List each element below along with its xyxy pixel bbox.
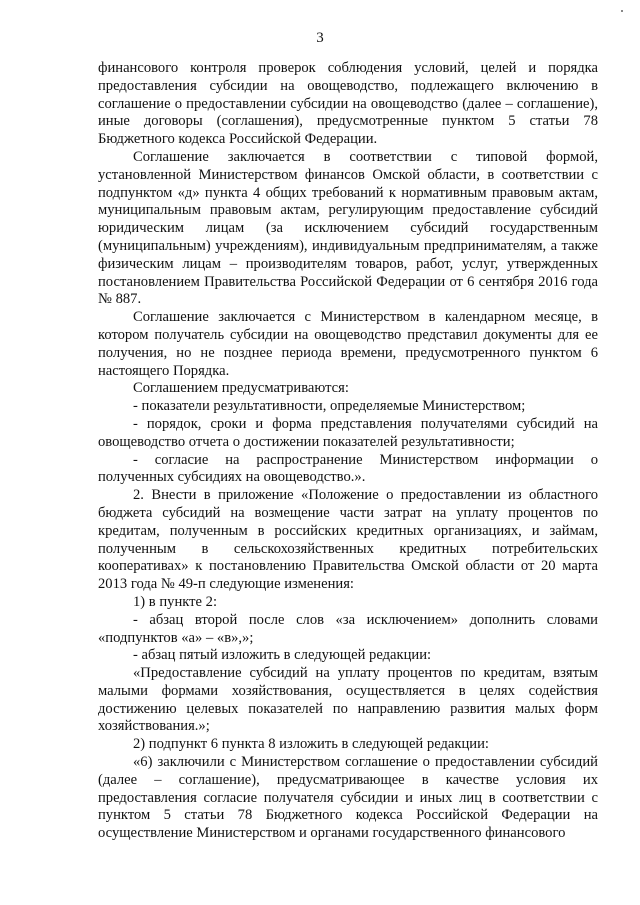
scan-speck: [621, 10, 623, 12]
paragraph: 2. Внести в приложение «Положение о предоставлении из областного бюджета субсидий на возмещение части затрат на уплату процентов по кредитам, полученным в российских кредитных организациях, и займам, полученным в сельскохозяйственных кредитных потребительских кооперативах» к постановлению Правительства Омской области от 20 марта 2013 года № 49-п следующие изменения:: [98, 487, 598, 593]
paragraph: финансового контроля проверок соблюдения условий, целей и порядка предоставления субсидии на овощеводство, подлежащего включению в соглашение о предоставлении субсидии на овощеводство (далее – соглашение), иные договоры (соглашения), предусмотренные пунктом 5 статьи 78 Бюджетного кодекса Российской Федерации.: [98, 60, 598, 148]
paragraph: Соглашение заключается с Министерством в календарном месяце, в котором получатель субсидии на овощеводство представил документы для ее получения, но не позднее периода времени, предусмотренного пунктом 6 настоящего Порядка.: [98, 309, 598, 379]
paragraph: Соглашение заключается в соответствии с типовой формой, установленной Министерством финансов Омской области, в соответствии с подпунктом «д» пункта 4 общих требований к нормативным правовым актам, муниципальным правовым актам, регулирующим предоставление субсидий юридическим лицам (за исключением субсидий государственным (муниципальным) учреждениям), индивидуальным предпринимателям, а также физическим лицам – производителям товаров, работ, услуг, утвержденных постановлением Правительства Российской Федерации от 6 сентября 2016 года № 887.: [98, 148, 598, 308]
paragraph: - порядок, сроки и форма представления получателями субсидий на овощеводство отчета о достижении показателей результативности;: [98, 415, 598, 450]
paragraph: Соглашением предусматриваются:: [133, 380, 349, 397]
paragraph: «Предоставление субсидий на уплату процентов по кредитам, взятым малыми формами хозяйствования, осуществляется в целях содействия достижению целевых показателей по направлению развития малых форм хозяйствования.»;: [98, 665, 598, 735]
paragraph: 1) в пункте 2:: [133, 593, 218, 610]
paragraph: - абзац пятый изложить в следующей редакции:: [133, 647, 432, 664]
paragraph: 2) подпункт 6 пункта 8 изложить в следующей редакции:: [133, 736, 489, 753]
document-body: [98, 60, 598, 843]
paragraph: «6) заключили с Министерством соглашение о предоставлении субсидий (далее – соглашение), предусматривающее в качестве условия их предоставления согласие получателя субсидии и иных лиц в соответствии с пунктом 5 статьи 78 Бюджетного кодекса Российской Федерации на осуществление Министерством и органами государственного финансового: [98, 754, 598, 842]
paragraph: - абзац второй после слов «за исключением» дополнить словами «подпунктов «а» – «в»,»;: [98, 611, 598, 646]
paragraph: - согласие на распространение Министерством информации о полученных субсидиях на овощеводство.».: [98, 451, 598, 486]
page-number: 3: [316, 30, 324, 46]
paragraph: - показатели результативности, определяемые Министерством;: [133, 398, 526, 415]
